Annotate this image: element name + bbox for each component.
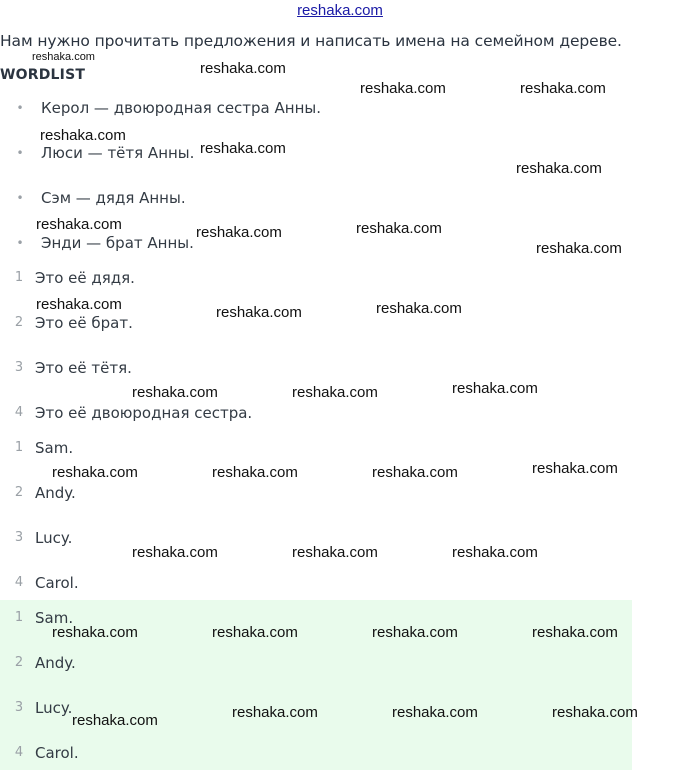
item-number: 1: [14, 610, 24, 625]
item-number: 2: [14, 655, 24, 670]
watermark: reshaka.com: [532, 624, 618, 641]
watermark: reshaka.com: [200, 140, 286, 157]
bullet-icon: •: [16, 101, 24, 115]
item-number: 1: [14, 270, 24, 285]
watermark: reshaka.com: [552, 704, 638, 721]
watermark: reshaka.com: [40, 127, 126, 144]
item-number: 3: [14, 700, 24, 715]
answer-text: Carol.: [35, 744, 79, 762]
name-text: Sam.: [35, 439, 74, 457]
watermark: reshaka.com: [360, 80, 446, 97]
watermark: reshaka.com: [52, 464, 138, 481]
watermark: reshaka.com: [72, 712, 158, 729]
answer-text: Sam.: [35, 609, 74, 627]
site-link[interactable]: reshaka.com: [297, 2, 383, 19]
watermark: reshaka.com: [532, 460, 618, 477]
watermark: reshaka.com: [212, 624, 298, 641]
answer-text: Lucy.: [35, 699, 73, 717]
watermark: reshaka.com: [52, 624, 138, 641]
watermark: reshaka.com: [212, 464, 298, 481]
watermark: reshaka.com: [200, 60, 286, 77]
name-text: Carol.: [35, 574, 79, 592]
sentence-text: Это её двоюродная сестра.: [35, 404, 253, 422]
watermark: reshaka.com: [452, 544, 538, 561]
item-number: 3: [14, 360, 24, 375]
item-number: 2: [14, 315, 24, 330]
bullet-icon: •: [16, 146, 24, 160]
bullet-icon: •: [16, 236, 24, 250]
sentence-text: Это её брат.: [35, 314, 133, 332]
wordlist-item-text: Керол — двоюродная сестра Анны.: [41, 99, 322, 117]
watermark: reshaka.com: [516, 160, 602, 177]
intro-text: Нам нужно прочитать предложения и написать имена на семейном дереве.: [0, 32, 622, 50]
watermark: reshaka.com: [372, 464, 458, 481]
watermark: reshaka.com: [452, 380, 538, 397]
wordlist-item-text: Люси — тётя Анны.: [41, 144, 195, 162]
watermark: reshaka.com: [36, 296, 122, 313]
bullet-icon: •: [16, 191, 24, 205]
item-number: 1: [14, 440, 24, 455]
watermark: reshaka.com: [536, 240, 622, 257]
item-number: 2: [14, 485, 24, 500]
item-number: 4: [14, 575, 24, 590]
watermark: reshaka.com: [232, 704, 318, 721]
watermark: reshaka.com: [292, 544, 378, 561]
wordlist-item-text: Сэм — дядя Анны.: [41, 189, 186, 207]
item-number: 4: [14, 745, 24, 760]
item-number: 4: [14, 405, 24, 420]
answer-text: Andy.: [35, 654, 76, 672]
watermark: reshaka.com: [36, 216, 122, 233]
watermark: reshaka.com: [392, 704, 478, 721]
name-text: Lucy.: [35, 529, 73, 547]
sentence-text: Это её тётя.: [35, 359, 132, 377]
item-number: 3: [14, 530, 24, 545]
watermark: reshaka.com: [292, 384, 378, 401]
watermark: reshaka.com: [196, 224, 282, 241]
name-text: Andy.: [35, 484, 76, 502]
sentence-text: Это её дядя.: [35, 269, 135, 287]
watermark: reshaka.com: [356, 220, 442, 237]
wordlist-title: WORDLIST: [0, 67, 86, 83]
wordlist-item-text: Энди — брат Анны.: [41, 234, 194, 252]
watermark: reshaka.com: [520, 80, 606, 97]
watermark: reshaka.com: [132, 544, 218, 561]
watermark: reshaka.com: [372, 624, 458, 641]
watermark: reshaka.com: [216, 304, 302, 321]
watermark: reshaka.com: [376, 300, 462, 317]
watermark: reshaka.com: [32, 51, 95, 63]
watermark: reshaka.com: [132, 384, 218, 401]
